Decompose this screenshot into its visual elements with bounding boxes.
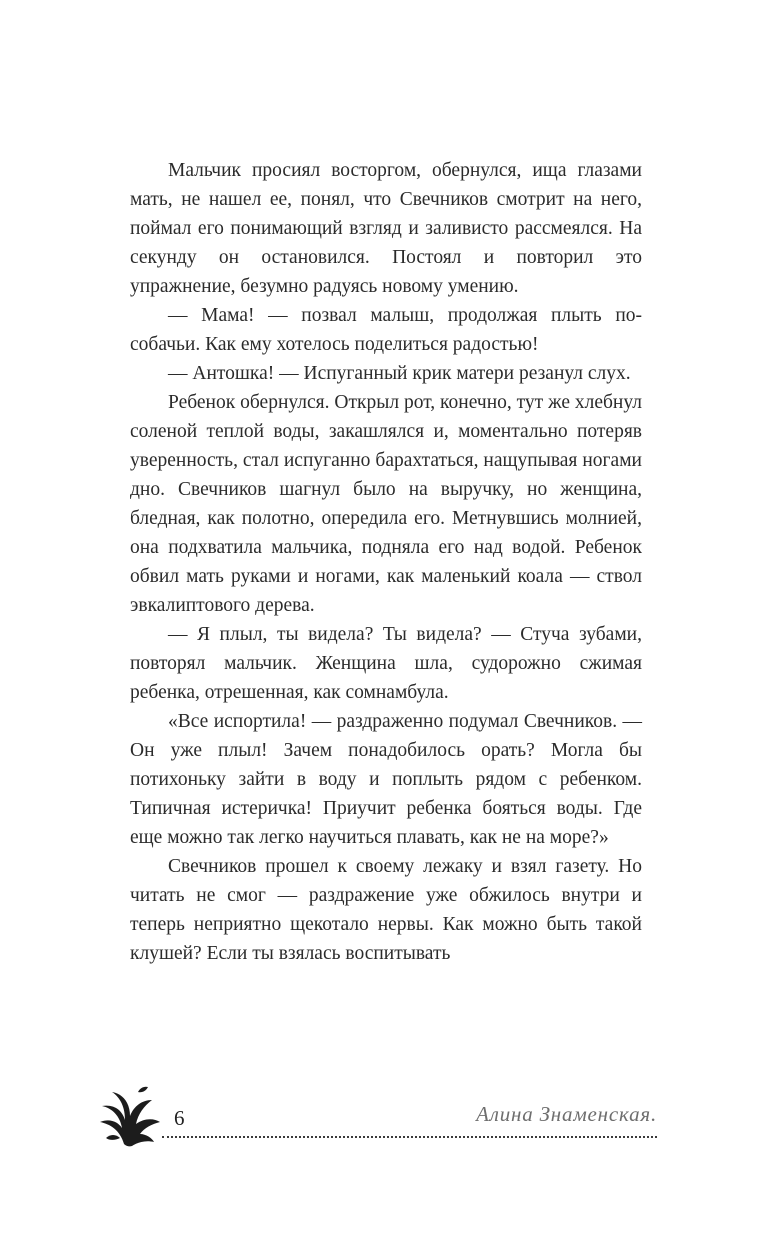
- paragraph: Мальчик просиял восторгом, обернулся, ища глазами мать, не нашел ее, понял, что Свечников смотрит на него, поймал его понимающий взгляд и заливисто рассмеялся. На секунду он остановился. Постоял и повторил это упражнение, безумно радуясь новому умению.: [130, 160, 642, 297]
- page-number: 6: [174, 1106, 185, 1130]
- paragraph: — Мама! — позвал малыш, продолжая плыть по-собачьи. Как ему хотелось поделиться радостью!: [130, 305, 642, 355]
- paragraph: Свечников прошел к своему лежаку и взял газету. Но читать не смог — раздражение уже обжилось внутри и теперь неприятно щекотало нервы. Как можно быть такой клушей? Если ты взялась воспитывать: [130, 856, 642, 964]
- paragraph: Ребенок обернулся. Открыл рот, конечно, тут же хлебнул соленой теплой воды, закашлялся и, моментально потеряв уверенность, стал испуганно барахтаться, нащупывая ногами дно. Свечников шагнул было на выручку, но женщина, бледная, как полотно, опередила его. Метнувшись молнией, она подхватила мальчика, подняла его над водой. Ребенок обвил мать руками и ногами, как маленький коала — ствол эвкалиптового дерева.: [130, 392, 642, 616]
- body-text: [130, 156, 642, 968]
- paragraph: — Антошка! — Испуганный крик матери резанул слух.: [168, 363, 631, 384]
- paragraph: «Все испортила! — раздраженно подумал Свечников. — Он уже плыл! Зачем понадобилось орать? Могла бы потихоньку зайти в воду и поплыть рядом с ребенком. Типичная истеричка! Приучит ребенка бояться воды. Где еще можно так легко научиться плавать, как не на море?»: [130, 711, 642, 848]
- paragraph: — Я плыл, ты видела? Ты видела? — Стуча зубами, повторял мальчик. Женщина шла, судорожно сжимая ребенка, отрешенная, как сомнамбула.: [130, 624, 642, 703]
- ornament-flourish-icon: [94, 1086, 162, 1148]
- footer-divider: [162, 1136, 657, 1138]
- page-footer: [0, 1080, 768, 1170]
- author-name: Алина Знаменская.: [476, 1102, 657, 1126]
